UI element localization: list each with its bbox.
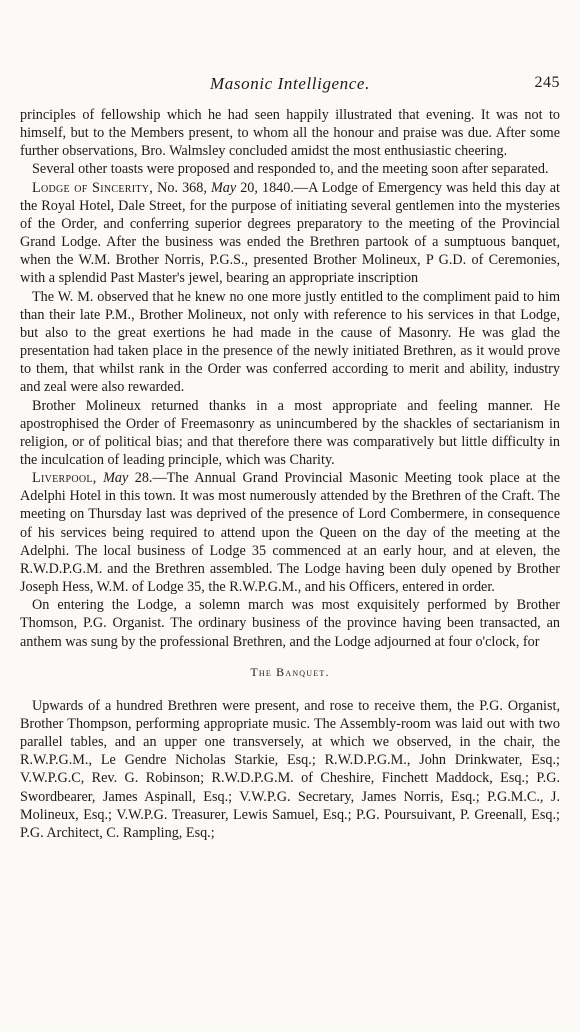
paragraph-6-lead: Liverpool, xyxy=(32,470,97,487)
paragraph-4-text: The W. M. observed that he knew no one more justly entitled to the compliment paid to him than their late P.M., Brother Molineux, not only with reference to his services in that Lodge, but also to the great exertions he had made in the cause of Masonry. He was glad the presentation had taken place in the presence of the newly initiated Brethren, as it would prove to them, that whilst rank in the Order was conferred according to merit and ability, industry and zeal were also rewarded. xyxy=(20,288,560,396)
body-text xyxy=(20,106,560,842)
paragraph-2-text: Several other toasts were proposed and responded to, and the meeting soon after separated. xyxy=(32,161,549,178)
section-heading-banquet: The Banquet. xyxy=(250,664,330,679)
paragraph-8 xyxy=(20,697,560,842)
paragraph-4 xyxy=(20,288,560,397)
paragraph-liverpool xyxy=(20,469,560,596)
paragraph-7 xyxy=(20,596,560,650)
paragraph-5-text: Brother Molineux returned thanks in a most appropriate and feeling manner. He apostrophised the Order of Freemasonry as unincumbered by the shackles of sectarianism in religion, or of political bias; and that therefore there was comparatively but little difficulty in the inculcation of leading principle, which was Charity. xyxy=(20,397,560,468)
paragraph-lodge-of-sincerity xyxy=(20,179,560,288)
paragraph-8-text: Upwards of a hundred Brethren were present, and rose to receive them, the P.G. Organist, Brother Thompson, performing appropriate music. The Assembly-room was laid out with two parallel tables, and an upper one transversely, at which we observed, in the chair, the R.W.P.G.M., Le Gendre Nicholas Starkie, Esq.; R.W.D.P.G.M., John Drinkwater, Esq.; V.W.P.G.C, Rev. G. Robinson; R.W.D.P.G.M. of Cheshire, Finchett Maddock, Esq.; P.G. Swordbearer, James Aspinall, Esq.; V.W.P.G. Secretary, James Norris, Esq.; P.G.M.C., J. Molineux, Esq.; V.W.P.G. Treasurer, Lewis Samuel, Esq.; P.G. Poursuivant, P. Greenall, Esq.; P.G. Architect, C. Rampling, Esq.; xyxy=(20,697,560,841)
paragraph-6-text: 28.—The Annual Grand Provincial Masonic Meeting took place at the Adelphi Hotel in this town. It was most numerously attended by the Brethren of the Craft. The meeting on Thursday last was deprived of the presence of Lord Combermere, in consequence of his services being required to attend upon the Queen on the day of the meeting at the Adelphi. The local business of Lodge 35 commenced at an early hour, and at eleven, the R.W.D.P.G.M. and the Brethren assembled. The Lodge having been duly opened by Brother Joseph Hess, W.M. of Lodge 35, the R.W.P.G.M., and his Officers, entered in order. xyxy=(20,470,561,596)
paragraph-2 xyxy=(20,160,560,178)
paragraph-3-mid: No. 368, xyxy=(153,179,211,196)
paragraph-7-text: On entering the Lodge, a solemn march was most exquisitely performed by Brother Thomson, P.G. Organist. The ordinary business of the province having been transacted, an anthem was sung by the professional Brethren, and the Lodge adjourned at four o'clock, for xyxy=(20,597,560,650)
paragraph-6-date: May xyxy=(103,470,129,487)
running-title: Masonic Intelligence. xyxy=(210,74,370,93)
paragraph-3-lead: Lodge of Sincerity, xyxy=(32,179,154,196)
paragraph-1-text: principles of fellowship which he had seen happily illustrated that evening. It was not to himself, but to the Members present, to whom all the honour and praise was due. After some further observations, Bro. Walmsley concluded amidst the most enthusiastic cheering. xyxy=(20,107,560,160)
page-number: 245 xyxy=(534,74,560,91)
paragraph-5 xyxy=(20,397,560,470)
paragraph-3-date: May xyxy=(210,179,237,196)
paragraph-3-text: 20, 1840.—A Lodge of Emergency was held this day at the Royal Hotel, Dale Street, for the purpose of initiating several gentlemen into the mysteries of the Order, and conferring superior degrees preparatory to the meeting of the Provincial Grand Lodge. After the business was ended the Brethren partook of a sumptuous banquet, when the W.M. Brother Norris, P.G.S., presented Brother Molineux, P G.D. of Ceremonies, with a splendid Past Master's jewel, bearing an appropriate inscription xyxy=(20,179,560,287)
paragraph-1 xyxy=(20,106,560,160)
page-header xyxy=(20,74,560,98)
